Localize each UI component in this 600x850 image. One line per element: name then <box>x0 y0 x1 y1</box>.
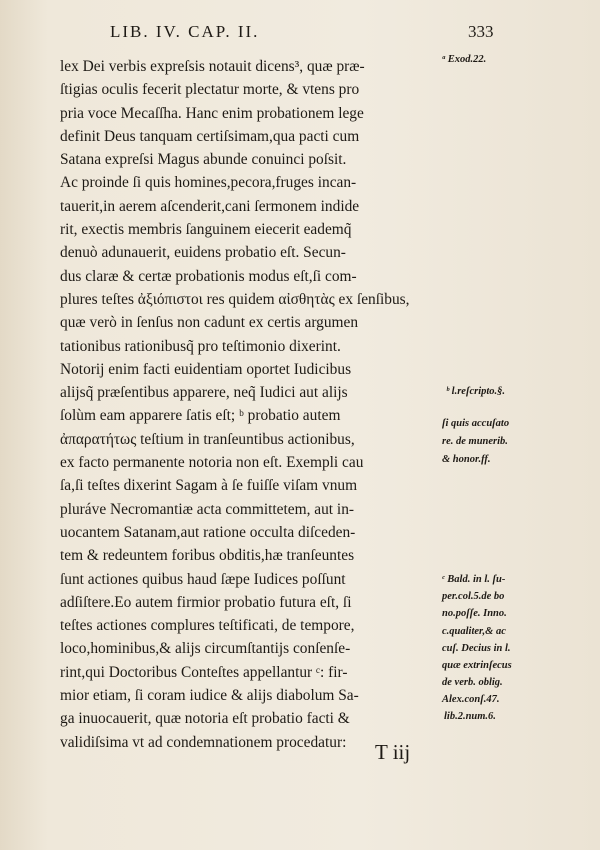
margin-note: ᵇ l.reſcripto.§. <box>446 386 506 397</box>
text-line: Ac proinde ſi quis homines,pecora,fruges incan- <box>60 174 357 192</box>
text-line: pria voce Mecaſſha. Hanc enim probationem lege <box>60 104 364 122</box>
margin-note: c.qualiter,& ac <box>442 626 506 637</box>
text-line: loco,hominibus,& alijs circumſtantijs conſenſe- <box>60 640 351 658</box>
text-line: alijsq̃ præſentibus apparere, neq̃ Iudici aut alijs <box>60 384 348 402</box>
margin-note: per.col.5.de bo <box>442 591 505 602</box>
text-line: ſolùm eam apparere ſatis eſt; ᵇ probatio autem <box>60 407 341 425</box>
running-head: LIB. IV. CAP. II. <box>110 22 260 41</box>
margin-note: quæ extrinſecus <box>442 660 512 671</box>
text-line: lex Dei verbis expreſsis notauit dicens³, quæ præ- <box>60 58 365 75</box>
text-line: ſa,ſi teſtes dixerint Sagam à ſe fuiſſe viſam vnum <box>60 477 358 495</box>
page-header <box>60 22 560 46</box>
text-line: dus claræ & certæ probationis modus eſt,ſi com- <box>60 267 357 285</box>
text-line: rint,qui Doctoribus Conteſtes appellantur ᶜ: fir- <box>60 663 348 681</box>
text-line: plures teſtes ἀξιόπιστοι res quidem αἰσθητὰς ex ſenſibus, <box>60 290 410 308</box>
text-line: validiſsima vt ad condemnationem procedatur: <box>60 733 347 751</box>
margin-note: ᶜ Bald. in l. ſu- <box>442 574 506 585</box>
margin-note: ſi quis accuſato <box>442 418 510 429</box>
text-line: ga inuocauerit, quæ notoria eſt probatio facti & <box>60 710 350 728</box>
text-line: mior etiam, ſi coram iudice & alijs diabolum Sa- <box>60 687 359 705</box>
text-line: uocantem Satanam,aut ratione occulta diſceden- <box>60 523 356 541</box>
text-line: ſunt actiones quibus haud ſæpe Iudices poſſunt <box>60 570 346 588</box>
text-line: tem & redeuntem foribus obditis,hæ tranſeuntes <box>60 547 355 565</box>
margin-note: no.poſſe. Inno. <box>442 608 507 619</box>
text-line: ſtigias oculis fecerit plectatur morte, & vtens pro <box>60 81 360 99</box>
text-line: tationibus rationibusq̃ pro teſtimonio dixerint. <box>60 337 341 355</box>
text-line: tauerit,in aerem aſcenderit,cani ſermonem indide <box>60 197 360 215</box>
margin-note: ᵃ Exod.22. <box>442 54 487 65</box>
text-line: teſtes actiones complures teſtificati, de tempore, <box>60 617 355 635</box>
signature-mark: T iij <box>375 740 411 764</box>
text-line: adſiſtere.Eo autem firmior probatio futura eſt, ſi <box>60 593 352 611</box>
text-line: ex facto permanente notoria non eſt. Exempli cau <box>60 454 364 472</box>
text-line: Notorij enim facti euidentiam oportet Iudicibus <box>60 360 352 378</box>
margin-note: cuſ. Decius in l. <box>442 643 511 654</box>
text-line: quæ verò in ſenſus non cadunt ex certis argumen <box>60 314 359 332</box>
text-line: rit, exectis membris ſanguinem eiecerit eademq̃ <box>60 221 352 239</box>
margin-note: & honor.ff. <box>442 454 491 465</box>
margin-note: lib.2.num.6. <box>444 711 496 722</box>
text-line: pluráve Necromantiæ acta committetem, aut in- <box>60 500 355 518</box>
margin-note: Alex.conſ.47. <box>442 694 500 705</box>
text-line: Satana expreſsi Magus abunde conuinci poſsit. <box>60 151 347 169</box>
page-number: 333 <box>468 22 494 41</box>
margin-note: re. de munerib. <box>442 436 508 447</box>
text-line: ἀπαρατήτως teſtium in tranſeuntibus actionibus, <box>60 430 355 448</box>
text-line: definit Deus tanquam certiſsimam,qua pacti cum <box>60 127 360 145</box>
text-line: denuò adunauerit, euidens probatio eſt. Secun- <box>60 244 346 262</box>
main-text-block <box>60 55 445 754</box>
margin-note: de verb. oblig. <box>442 677 503 688</box>
